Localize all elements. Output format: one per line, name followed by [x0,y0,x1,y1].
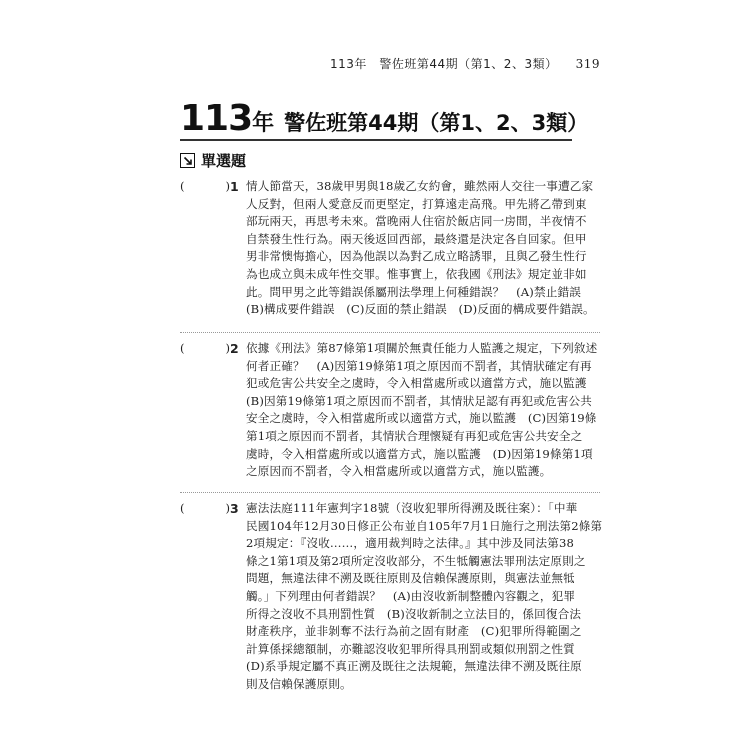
question-divider [180,492,600,493]
title-underline [180,139,572,141]
question-line: 問題，無違法律不溯及既往原則及信賴保護原則，與憲法並無牴 [246,571,575,586]
answer-paren-left: ( [180,501,185,515]
question-number: 2 [230,341,239,356]
answer-blank[interactable] [180,178,230,196]
question-line: (B)因第19條第1項之原因而不罰者，其情狀足認有再犯或危害公共 [246,393,592,408]
question-line: 觸。」下列理由何者錯誤？ (A)由沒收新制整體內容觀之，犯罪 [246,588,576,603]
chapter-year: 113 [180,98,253,139]
question-line: 安全之虞時，令入相當處所或以適當方式，施以監護 (C)因第19條 [246,411,597,426]
answer-paren-left: ( [180,341,185,355]
answer-blank[interactable] [180,340,230,358]
question-line: 條之1第1項及第2項所定沒收部分，不生牴觸憲法罪刑法定原則之 [246,553,586,568]
chapter-exam-name: 警佐班第44期（第1、2、3類） [284,111,589,135]
question-line: 部玩兩天，再思考未來。當晚兩人住宿於飯店同一房間，半夜情不 [246,214,587,229]
question-line: 第1項之原因而不罰者，其情狀合理懷疑有再犯或危害公共安全之 [246,428,583,443]
question-line: 情人節當天，38歲甲男與18歲乙女約會，雖然兩人交往一事遭乙家 [246,179,594,193]
question-text [246,340,596,481]
running-header [330,55,600,72]
question-line: 人反對，但兩人愛意反而更堅定，打算遠走高飛。甲先將乙帶到東 [246,196,587,211]
answer-blank[interactable] [180,500,230,518]
question-line: 依據《刑法》第87條第1項關於無責任能力人監護之規定，下列敘述 [246,341,598,355]
chapter-title [180,98,588,139]
question-number: 3 [230,501,239,516]
question-line: 2項規定：『沒收……，適用裁判時之法律。』其中涉及同法第38 [246,536,575,551]
answer-paren-right: ) [225,501,230,515]
question-line: 民國104年12月30日修正公布並自105年7月1日施行之刑法第2條第 [246,518,603,533]
chapter-year-suffix: 年 [252,111,275,136]
question-text [246,178,596,319]
answer-paren-right: ) [225,179,230,193]
page-number: 319 [575,57,600,71]
question-line: 犯或危害公共安全之虞時，令入相當處所或以適當方式，施以監護 [246,376,587,391]
question-line: 男非常懊悔擔心，因為他誤以為對乙成立略誘罪，且與乙發生性行 [246,249,587,264]
question-divider [180,332,600,333]
arrow-box-icon [180,153,195,168]
question-line: (D)系爭規定屬不真正溯及既往之法規範，無違法律不溯及既往原 [246,659,582,674]
question-line: 則及信賴保護原則。 [246,676,352,691]
question-line: 計算係採總額制，亦難認沒收犯罪所得具刑罰或類似刑罰之性質 [246,641,575,656]
question-text [246,500,603,694]
question-line: 所得之沒收不具刑罰性質 (B)沒收新制之立法目的，係回復合法 [246,606,582,621]
question-line: (B)構成要件錯誤 (C)反面的禁止錯誤 (D)反面的構成要件錯誤。 [246,302,595,317]
section-heading [180,150,246,171]
answer-paren-left: ( [180,179,185,193]
question-line: 為也成立與未成年性交罪。惟事實上，依我國《刑法》規定並非如 [246,266,587,281]
section-title: 單選題 [201,152,247,170]
question-line: 何者正確？ (A)因第19條第1項之原因而不罰者，其情狀確定有再 [246,358,592,373]
question-number: 1 [230,179,239,194]
question-line: 之原因而不罰者，令入相當處所或以適當方式，施以監護。 [246,464,552,479]
answer-paren-right: ) [225,341,230,355]
question-line: 虞時，令入相當處所或以適當方式，施以監護 (D)因第19條第1項 [246,446,593,461]
question-line: 自禁發生性行為。兩天後返回西部，最終還是決定各自回家。但甲 [246,231,587,246]
question-line: 此。問甲男之此等錯誤係屬刑法學理上何種錯誤？ (A)禁止錯誤 [246,284,581,299]
question-line: 憲法法庭111年憲判字18號（沒收犯罪所得溯及既往案）：「中華 [246,501,578,515]
question-line: 財產秩序，並非剝奪不法行為前之固有財產 (C)犯罪所得範圍之 [246,624,582,639]
running-header-title: 113年 警佐班第44期（第1、2、3類） [330,57,558,71]
